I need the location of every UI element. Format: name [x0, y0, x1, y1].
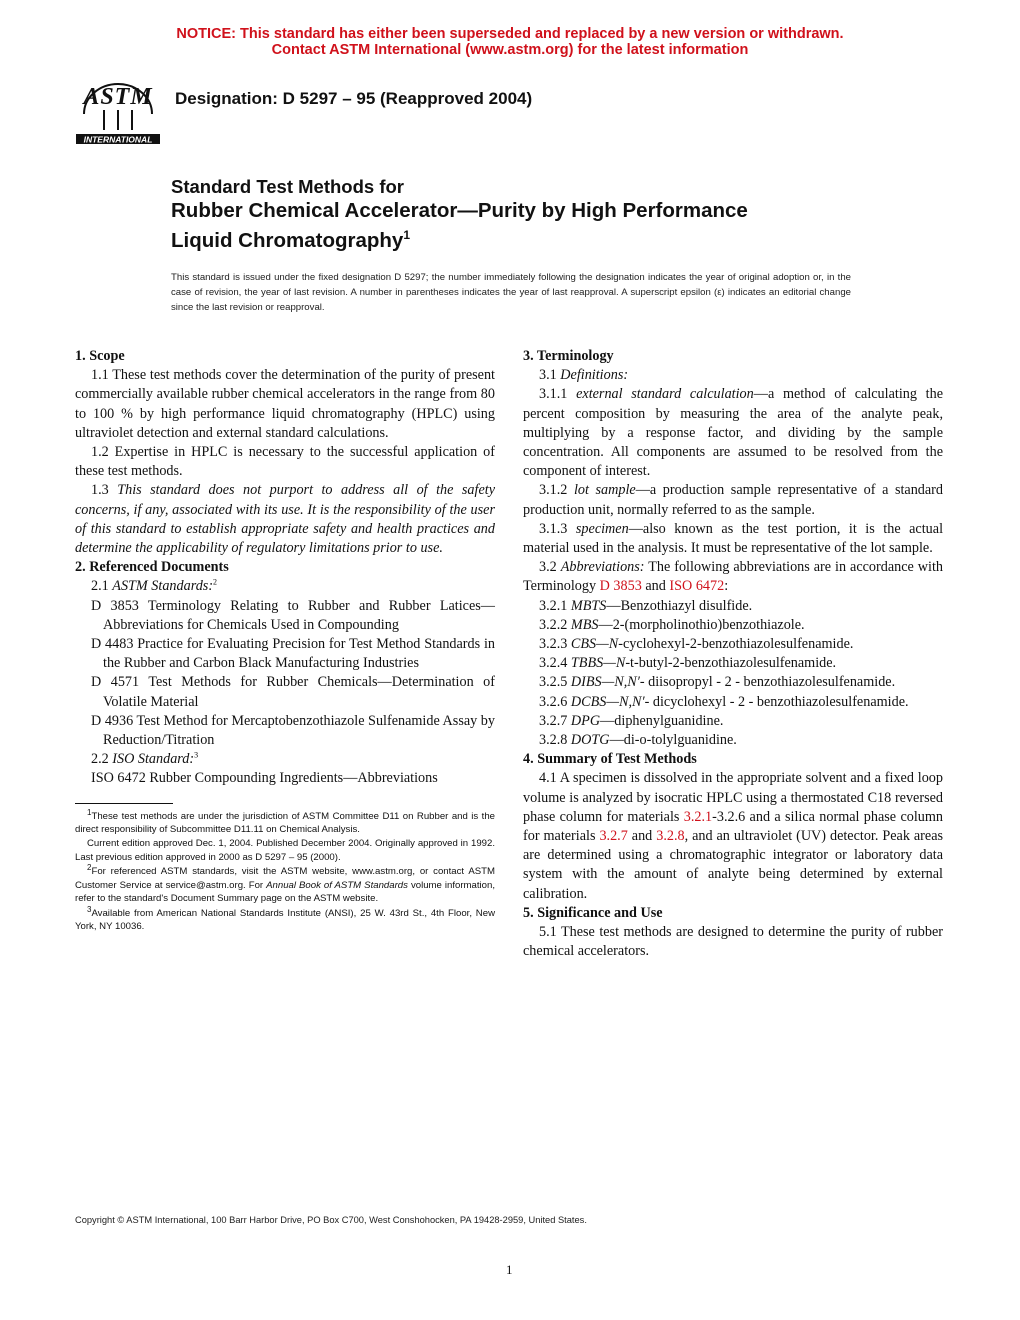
abbrev-3-2-1: 3.2.1 MBTS—Benzothiazyl disulfide. — [539, 597, 753, 614]
footnote-1: $^1$These test methods are under the jurisdiction of ASTM Committee D11 on Rubber and is the direct responsibility of Subcommittee D11.11 on Chemical Analysis. — [75, 807, 495, 836]
right-column — [523, 347, 943, 962]
preamble: This standard is issued under the fixed designation D 5297; the number immediately following the designation indicates the year of original adoption or, in the case of revision, the year of last revision. A number in parentheses indicates the year of last reapproval. A superscript epsilon (ε) indicates an editorial change since the last revision or reapproval. — [171, 272, 851, 313]
para-1-1: 1.1 These test methods cover the determination of the purity of present commercially available rubber chemical accelerators in the range from 80 to 100 % by high performance liquid chromatography (HPLC) using ultraviolet detection and external standard calculations. — [75, 367, 495, 441]
section-heading-terminology: 3. Terminology — [523, 348, 614, 364]
reference-d4936: D 4936 Test Method for Mercaptobenzothiazole Sulfenamide Assay by Reduction/Titration — [91, 712, 495, 749]
title-line-1: Standard Test Methods for — [171, 176, 404, 197]
footnote-2: $^2$For referenced ASTM standards, visit the ASTM website, www.astm.org, or contact ASTM Customer Service at service@astm.org. For Annual Book of ASTM Standards volume information, refer to the standard's Document Summary page on the ASTM website. — [75, 863, 495, 905]
para-3-1-3: 3.1.3 specimen—also known as the test portion, it is the actual material used in the analysis. It must be representative of the lot sample. — [523, 520, 944, 557]
title-line-2: Rubber Chemical Accelerator—Purity by High Performance — [171, 199, 748, 222]
para-1-2: 1.2 Expertise in HPLC is necessary to the successful application of these test methods. — [75, 444, 495, 480]
abbrev-3-2-5: 3.2.5 DIBS—N,N′- diisopropyl - 2 - benzothiazolesulfenamide. — [539, 674, 896, 691]
reference-d4571: D 4571 Test Methods for Rubber Chemicals—Determination of Volatile Material — [91, 674, 495, 710]
footnote-1-edition: Current edition approved Dec. 1, 2004. Published December 2004. Originally approved in 1992. Last previous edition approved in 2000 as D 5297 – 95 (2000). — [75, 838, 495, 863]
abbrev-3-2-8: 3.2.8 DOTG—di-o-tolylguanidine. — [539, 732, 737, 749]
footnote-3: $^3$Available from American National Standards Institute (ANSI), 25 W. 43rd St., 4th Floor, New York, NY 10036. — [75, 904, 495, 932]
para-4-1: 4.1 A specimen is dissolved in the appropriate solvent and a fixed loop volume is analyzed by isocratic HPLC using a thermostated C18 reversed phase column for materials 3.2.1-3.2.6 and a silica normal phase column for materials 3.2.7 and 3.2.8, and an ultraviolet (UV) detector. Peak areas are determined using a chromatographic integrator or laboratory data system with the amount of analyte being determined by external calibration. — [523, 770, 944, 902]
para-2-2: 2.2 ISO Standard:$^3$ — [91, 750, 199, 768]
designation: Designation: D 5297 – 95 (Reapproved 2004) — [175, 89, 533, 108]
abbrev-3-2-2: 3.2.2 MBS—2-(morpholinothio)benzothiazole. — [539, 616, 805, 633]
abbrev-3-2-7: 3.2.7 DPG—diphenylguanidine. — [539, 712, 724, 729]
link-iso6472[interactable]: ISO 6472 — [669, 578, 725, 595]
logo-subtext: INTERNATIONAL — [83, 134, 153, 145]
notice-line-2: Contact ASTM International (www.astm.org) for the latest information — [271, 42, 749, 58]
section-heading-significance: 5. Significance and Use — [523, 904, 663, 921]
link-3-2-8[interactable]: 3.2.8 — [656, 828, 685, 845]
link-3-2-7[interactable]: 3.2.7 — [599, 828, 628, 845]
link-3-2-1[interactable]: 3.2.1 — [683, 808, 713, 825]
footnote-divider — [75, 803, 173, 804]
reference-d3853: D 3853 Terminology Relating to Rubber and Rubber Latices—Abbreviations for Chemicals Used in Compounding — [91, 597, 495, 633]
para-3-1-1: 3.1.1 external standard calculation—a method of calculating the percent composition by measuring the area of the analyte peak, multiplying by a response factor, and dividing by the sample concentration. All components are assumed to be resolved from the component of interest. — [523, 386, 943, 480]
reference-iso6472: ISO 6472 Rubber Compounding Ingredients—Abbreviations — [91, 770, 438, 787]
para-5-1: 5.1 These test methods are designed to determine the purity of rubber chemical accelerators. — [523, 924, 943, 960]
section-heading-summary: 4. Summary of Test Methods — [523, 751, 697, 768]
left-column — [75, 347, 495, 934]
para-3-2: 3.2 Abbreviations: The following abbreviations are in accordance with Terminology D 3853 and ISO 6472: — [523, 559, 944, 595]
title-footnote-mark: 1 — [403, 228, 411, 242]
para-1-3: 1.3 This standard does not purport to address all of the safety concerns, if any, associated with its use. It is the responsibility of the user of this standard to establish appropriate safety and health practices and determine the applicability of regulatory limitations prior to use. — [75, 482, 495, 557]
footnotes — [75, 807, 495, 934]
section-heading-scope: 1. Scope — [75, 348, 125, 364]
section-heading-referenced-documents: 2. Referenced Documents — [75, 559, 229, 576]
abbrev-3-2-3: 3.2.3 CBS—N-cyclohexyl-2-benzothiazolesulfenamide. — [539, 636, 854, 653]
abbrev-3-2-4: 3.2.4 TBBS—N-t-butyl-2-benzothiazolesulfenamide. — [539, 655, 837, 672]
logo-text: ASTM — [83, 84, 153, 110]
title-line-3: Liquid Chromatography$^1$ — [171, 228, 411, 252]
astm-logo — [74, 74, 162, 150]
document-title — [171, 176, 891, 253]
para-3-1: 3.1 Definitions: — [539, 367, 629, 384]
para-3-1-2: 3.1.2 lot sample—a production sample representative of a standard production unit, normally referred to as the sample. — [523, 482, 944, 518]
page-number: 1 — [506, 1262, 513, 1277]
reference-d4483: D 4483 Practice for Evaluating Precision for Test Method Standards in the Rubber and Carbon Black Manufacturing Industries — [91, 636, 495, 672]
link-d3853[interactable]: D 3853 — [599, 578, 642, 595]
copyright-footer: Copyright © ASTM International, 100 Barr Harbor Drive, PO Box C700, West Conshohocken, PA 19428-2959, United States. — [75, 1215, 587, 1225]
abbrev-3-2-6: 3.2.6 DCBS—N,N′- dicyclohexyl - 2 - benzothiazolesulfenamide. — [539, 693, 909, 710]
para-2-1: 2.1 ASTM Standards:$^2$ — [91, 577, 218, 595]
withdrawal-notice — [0, 26, 1020, 58]
notice-line-1: NOTICE: This standard has either been superseded and replaced by a new version or withdrawn. — [176, 26, 844, 42]
